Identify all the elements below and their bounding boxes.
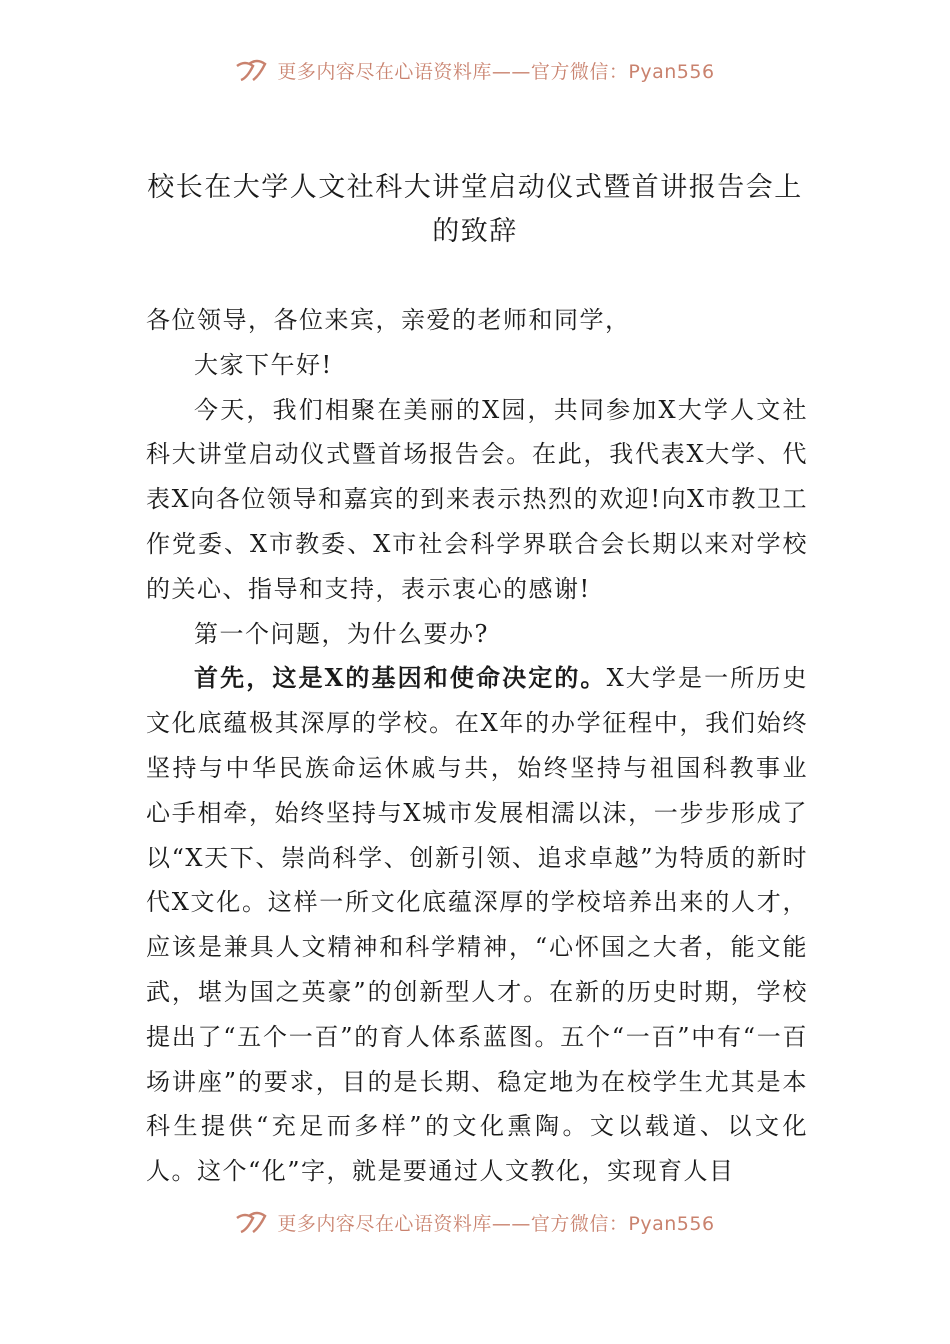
paragraph	[146, 656, 808, 1194]
logo-icon	[235, 1210, 271, 1234]
paragraph-lead: 首先，这是X的基因和使命决定的。	[194, 663, 607, 693]
footer-watermark	[0, 1207, 950, 1237]
greeting: 大家下午好!	[194, 350, 333, 379]
salutation: 各位领导，各位来宾，亲爱的老师和同学，	[146, 306, 631, 334]
document-title: 校长在大学人文社科大讲堂启动仪式暨首讲报告会上的致辞	[147, 172, 803, 247]
document-body	[146, 298, 808, 1194]
watermark-text: 更多内容尽在心语资料库——官方微信：Pyan556	[277, 1212, 715, 1235]
watermark-text: 更多内容尽在心语资料库——官方微信：Pyan556	[277, 60, 715, 83]
logo-icon	[235, 58, 271, 82]
paragraph: 今天，我们相聚在美丽的X园，共同参加X大学人文社科大讲堂启动仪式暨首场报告会。在此，我代表X大学、代表X向各位领导和嘉宾的到来表示热烈的欢迎!向X市教卫工作党委、X市教委、X市社会科学界联合会长期以来对学校的关心、指导和支持，表示衷心的感谢!	[146, 395, 808, 603]
section-question: 第一个问题，为什么要办?	[194, 619, 489, 648]
paragraph-body: X大学是一所历史文化底蕴极其深厚的学校。在X年的办学征程中，我们始终坚持与中华民族命运休戚与共，始终坚持与祖国科教事业心手相牵，始终坚持与X城市发展相濡以沫，一步步形成了以“X天下、崇尚科学、创新引领、追求卓越”为特质的新时代X文化。这样一所文化底蕴深厚的学校培养出来的人才，应该是兼具人文精神和科学精神，“心怀国之大者，能文能武，堪为国之英豪”的创新型人才。在新的历史时期，学校提出了“五个一百”的育人体系蓝图。五个“一百”中有“一百场讲座”的要求，目的是长期、稳定地为在校学生尤其是本科生提供“充足而多样”的文化熏陶。文以载道、以文化人。这个“化”字，就是要通过人文教化，实现育人目	[146, 664, 808, 1186]
header-watermark	[0, 55, 950, 85]
